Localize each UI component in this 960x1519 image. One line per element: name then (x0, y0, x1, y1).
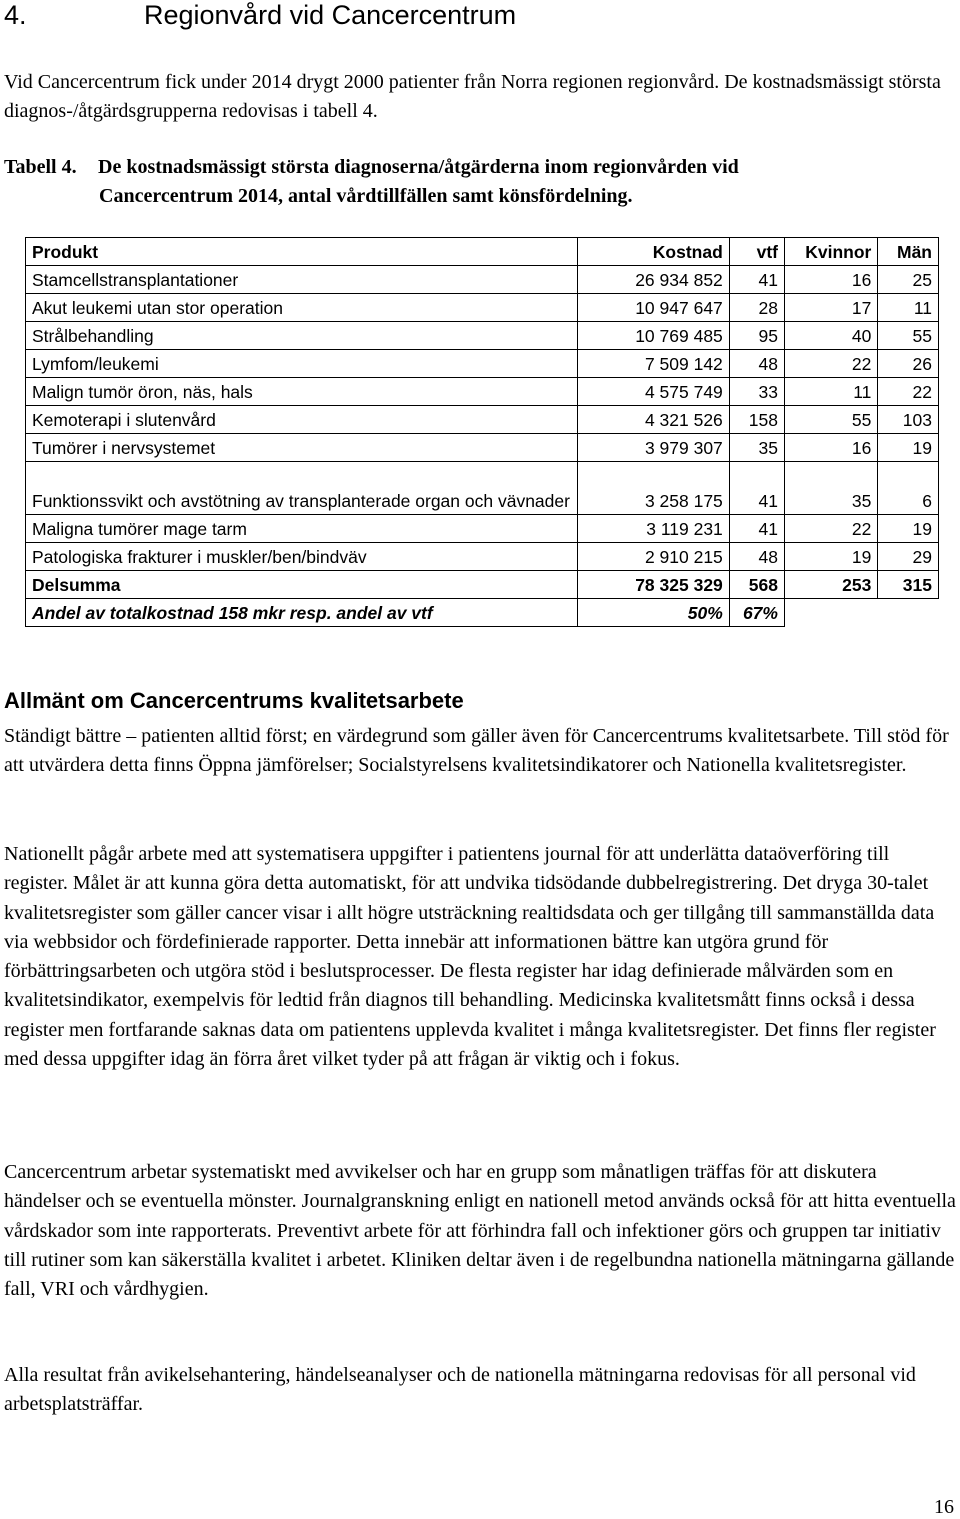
cell-women: 16 (784, 434, 877, 462)
page-number: 16 (934, 1496, 954, 1518)
cell-cost: 7 509 142 (577, 350, 729, 378)
cell-cost: 4 321 526 (577, 406, 729, 434)
cell-women: 35 (784, 462, 877, 515)
cell-product: Tumörer i nervsystemet (26, 434, 578, 462)
header-cell-cost: Kostnad (577, 238, 729, 266)
cell-vtf: 41 (729, 462, 784, 515)
cell-vtf: 35 (729, 434, 784, 462)
cell-cost: 26 934 852 (577, 266, 729, 294)
cell-men: 29 (878, 543, 939, 571)
subtotal-women: 253 (784, 571, 877, 599)
table-row (26, 322, 939, 350)
cell-women: 22 (784, 350, 877, 378)
share-vtf: 67% (729, 599, 784, 627)
cell-cost: 3 119 231 (577, 515, 729, 543)
subtotal-cost: 78 325 329 (577, 571, 729, 599)
share-empty-cell (878, 599, 939, 627)
header-cell-vtf: vtf (729, 238, 784, 266)
table-caption (4, 153, 954, 211)
cell-vtf: 28 (729, 294, 784, 322)
table-caption-line1: De kostnadsmässigt största diagnoserna/åtgärderna inom regionvården vid (98, 156, 739, 178)
table-subtotal-row (26, 571, 939, 599)
cell-men: 103 (878, 406, 939, 434)
cell-men: 6 (878, 462, 939, 515)
cell-cost: 10 947 647 (577, 294, 729, 322)
cell-women: 11 (784, 378, 877, 406)
table-caption-label: Tabell 4. (4, 156, 77, 178)
header-cell-women: Kvinnor (784, 238, 877, 266)
cell-cost: 10 769 485 (577, 322, 729, 350)
table-row (26, 406, 939, 434)
share-label: Andel av totalkostnad 158 mkr resp. andel av vtf (26, 599, 578, 627)
cell-men: 19 (878, 515, 939, 543)
quality-paragraph: Alla resultat från avikelsehantering, händelseanalyser och de nationella mätningarna redovisas för all personal vid arbetsplatsträffar. (4, 1364, 916, 1416)
cell-women: 22 (784, 515, 877, 543)
cell-vtf: 158 (729, 406, 784, 434)
intro-paragraph: Vid Cancercentrum fick under 2014 drygt 2000 patienter från Norra regionen regionvård. De kostnadsmässigt största diagnos-/åtgärdsgrupperna redovisas i tabell 4. (4, 71, 941, 123)
cell-women: 55 (784, 406, 877, 434)
quality-paragraph: Nationellt pågår arbete med att systematisera uppgifter i patientens journal för att underlätta dataöverföring till register. Målet är att kunna göra detta automatiskt, för att undvika tidsödande dubbelregistrering. Det dryga 30-talet kvalitetsregister som gäller cancer visar i allt högre utsträckning realtidsdata och ger tillgång till sammanställda data via webbsidor och fördefinierade rapporter. Detta innebär att informationen bättre kan utgöra grund för förbättringsarbeten och utgöra stöd i beslutsprocesser. De flesta register har idag definierade målvärden som en kvalitetsindikator, exempelvis för ledtid från diagnos till behandling. Medicinska kvalitetsmått finns också i dessa register men fortfarande saknas data om patientens upplevda kvalitet i många kvalitetsregister. Det finns fler register med dessa uppgifter idag än förra året vilket tyder på att frågan är viktig och i fokus. (4, 843, 936, 1071)
table-row (26, 294, 939, 322)
share-empty-cell (784, 599, 877, 627)
subtotal-label: Delsumma (26, 571, 578, 599)
cell-women: 40 (784, 322, 877, 350)
table-share-row (26, 599, 939, 627)
table-row (26, 378, 939, 406)
cell-women: 16 (784, 266, 877, 294)
section-number: 4. (4, 0, 27, 30)
cell-men: 26 (878, 350, 939, 378)
section-heading (4, 0, 516, 30)
cell-product: Malign tumör öron, näs, hals (26, 378, 578, 406)
cell-product: Stamcellstransplantationer (26, 266, 578, 294)
quality-paragraph: Cancercentrum arbetar systematiskt med avvikelser och har en grupp som månatligen träffas för att diskutera händelser och se eventuella mönster. Journalgranskning enligt en nationell metod används också för att hitta eventuella vårdskador som inte rapporterats. Preventivt arbete för att förhindra fall och infektioner görs och gruppen tar initiativ till rutiner som kan säkerställa kvalitet i arbetet. Kliniken deltar även i de regelbundna nationella mätningarna gällande fall, VRI och vårdhygien. (4, 1161, 956, 1301)
cell-product: Funktionssvikt och avstötning av transplanterade organ och vävnader (26, 462, 578, 515)
quality-heading: Allmänt om Cancercentrums kvalitetsarbete (4, 688, 464, 713)
cell-product: Maligna tumörer mage tarm (26, 515, 578, 543)
table-header-row (26, 238, 939, 266)
cell-men: 11 (878, 294, 939, 322)
table-row (26, 266, 939, 294)
cell-product: Strålbehandling (26, 322, 578, 350)
cell-vtf: 33 (729, 378, 784, 406)
table-row (26, 434, 939, 462)
cell-cost: 2 910 215 (577, 543, 729, 571)
cell-vtf: 41 (729, 515, 784, 543)
cell-vtf: 41 (729, 266, 784, 294)
table-row (26, 515, 939, 543)
cell-men: 55 (878, 322, 939, 350)
header-cell-product: Produkt (26, 238, 578, 266)
cell-men: 19 (878, 434, 939, 462)
quality-paragraph: Ständigt bättre – patienten alltid först; en värdegrund som gäller även för Cancercentrums kvalitetsarbete. Till stöd för att utvärdera detta finns Öppna jämförelser; Socialstyrelsens kvalitetsindikatorer och Nationella kvalitetsregister. (4, 725, 949, 777)
section-title: Regionvård vid Cancercentrum (144, 0, 517, 30)
table-row (26, 462, 939, 515)
table-caption-line2: Cancercentrum 2014, antal vårdtillfällen samt könsfördelning. (99, 185, 633, 207)
cell-women: 19 (784, 543, 877, 571)
cell-vtf: 48 (729, 350, 784, 378)
cell-product: Patologiska frakturer i muskler/ben/bindväv (26, 543, 578, 571)
table-row (26, 543, 939, 571)
cell-men: 25 (878, 266, 939, 294)
cell-vtf: 95 (729, 322, 784, 350)
header-cell-men: Män (878, 238, 939, 266)
cell-vtf: 48 (729, 543, 784, 571)
cell-cost: 4 575 749 (577, 378, 729, 406)
cell-product: Akut leukemi utan stor operation (26, 294, 578, 322)
cell-product: Lymfom/leukemi (26, 350, 578, 378)
cost-table (25, 237, 939, 627)
cell-product: Kemoterapi i slutenvård (26, 406, 578, 434)
table-row (26, 350, 939, 378)
subtotal-men: 315 (878, 571, 939, 599)
cell-cost: 3 258 175 (577, 462, 729, 515)
cell-women: 17 (784, 294, 877, 322)
subtotal-vtf: 568 (729, 571, 784, 599)
share-cost: 50% (577, 599, 729, 627)
cell-cost: 3 979 307 (577, 434, 729, 462)
cell-men: 22 (878, 378, 939, 406)
